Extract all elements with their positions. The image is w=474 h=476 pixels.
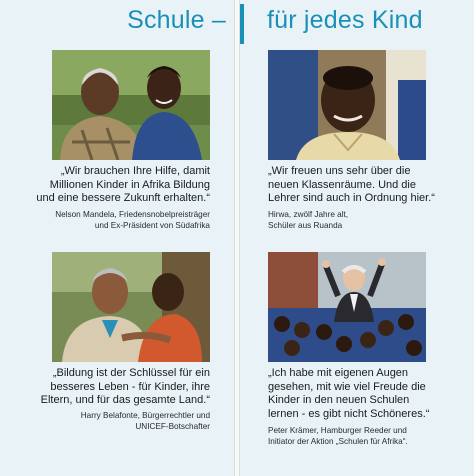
credit-belafonte xyxy=(6,410,210,432)
credit-line: Hirwa, zwölf Jahre alt, xyxy=(268,210,349,219)
quote-line: lernen - es gibt nicht Schöneres.“ xyxy=(268,407,430,420)
credit-line: Nelson Mandela, Friedensnobelpreisträger xyxy=(55,210,210,219)
photo-mandela xyxy=(52,50,210,160)
quote-line: Lehrer sind auch in Ordnung hier.“ xyxy=(268,192,435,204)
credit-kraemer xyxy=(268,425,468,447)
credit-line: Peter Krämer, Hamburger Reeder und xyxy=(268,426,407,435)
photo-mandela-image xyxy=(52,50,210,160)
credit-line: Harry Belafonte, Bürgerrechtler und xyxy=(80,411,210,420)
quote-line: „Wir brauchen Ihre Hilfe, damit xyxy=(60,165,210,177)
headline-left: Schule – xyxy=(127,6,226,34)
quote-line: gesehen, mit wie viel Freude die xyxy=(268,380,426,393)
quote-line: „Wir freuen uns sehr über die xyxy=(268,165,411,177)
credit-line: Schüler aus Ruanda xyxy=(268,221,343,230)
credit-line: UNICEF-Botschafter xyxy=(135,422,210,431)
quote-line: besseres Leben - für Kinder, ihre xyxy=(50,380,210,393)
quote-belafonte xyxy=(6,367,210,408)
photo-kraemer xyxy=(268,252,426,362)
quote-line: und eine bessere Zukunft erhalten.“ xyxy=(36,192,210,204)
quote-line: Kinder in den neuen Schulen xyxy=(268,394,410,406)
photo-hirwa xyxy=(268,50,426,160)
quote-line: Millionen Kinder in Afrika Bildung xyxy=(49,178,210,191)
quote-line: „Bildung ist der Schlüssel für ein xyxy=(52,367,210,379)
quote-mandela xyxy=(6,165,210,206)
quote-line: neuen Klassenräume. Und die xyxy=(268,178,416,191)
credit-mandela xyxy=(6,209,210,231)
photo-belafonte-image xyxy=(52,252,210,362)
credit-line: Initiator der Aktion „Schulen für Afrika“. xyxy=(268,437,408,446)
credit-hirwa xyxy=(268,209,468,231)
page-fold xyxy=(234,0,240,476)
credit-line: und Ex-Präsident von Südafrika xyxy=(94,221,210,230)
quote-line: Eltern, und für das gesamte Land.“ xyxy=(40,394,210,406)
quote-line: „Ich habe mit eigenen Augen xyxy=(268,367,409,379)
headline-accent-bar xyxy=(240,4,244,44)
photo-hirwa-image xyxy=(268,50,426,160)
photo-belafonte xyxy=(52,252,210,362)
quote-kraemer xyxy=(268,367,468,421)
headline-right: für jedes Kind xyxy=(267,6,423,34)
photo-kraemer-image xyxy=(268,252,426,362)
quote-hirwa xyxy=(268,165,468,206)
